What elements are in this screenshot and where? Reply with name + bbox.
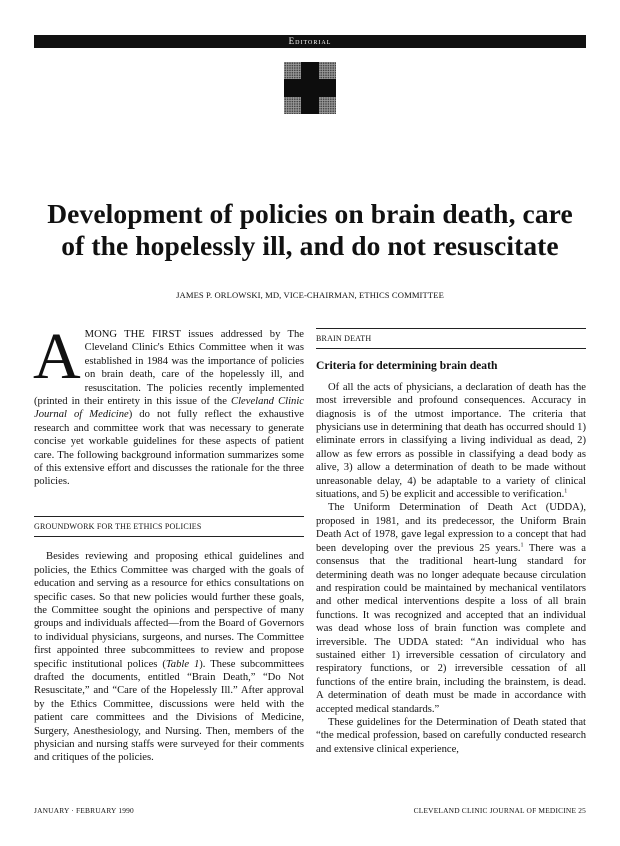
intro-text-2: ) do not fully reflect the exhaustive research and committee work that was necessary to generate concise yet workable guidelines for these aspects of patient care. The following background information summarizes some of this extensive effort and discusses the rationale for the three policies. — [34, 409, 304, 488]
intro-text: issues addressed by The Cleveland Clinic's Ethics Committee when it was established in 1984 was the importance of policies on brain death, care of the hopelessly ill, and resuscitation. The policies recently implemented (printed in their entirety in this issue of the — [34, 329, 304, 408]
footer-journal-page: CLEVELAND CLINIC JOURNAL OF MEDICINE 25 — [413, 806, 586, 815]
reference-1: 1 — [564, 488, 568, 495]
title-line-1: Development of policies on brain death, care — [47, 198, 573, 229]
section-heading-brain-death: BRAIN DEATH — [316, 328, 586, 349]
subheading-criteria: Criteria for determining brain death — [316, 359, 498, 373]
brain-death-paragraph-2: The Uniform Determination of Death Act (UDDA), proposed in 1981, and its predecessor, the Uniform Brain Death Act of 1978, gave legal expression to a concept that had been developing over the previous 25 years.$^1$ There was a consensus that the traditional heart-lung standard for determining death was no longer adequate because circulation and respiration could be maintained by mechanical ventilators and other medical interventions despite a loss of all brain functions. It was recognized and accepted that an individual was dead whose loss of brain function was complete and irreversible. The UDDA stated: “An individual who has sustained either 1) irreversible cessation of circulatory and respiratory functions, or 2) irreversible cessation of all functions of the entire brain, including the brainstem, is dead. A determination of death must be made in accordance with accepted medical standards.” — [316, 502, 586, 715]
intro-paragraph — [33, 320, 304, 489]
brain-death-paragraph-1: Of all the acts of physicians, a declaration of death has the most irreversible and profound consequences. Accuracy in diagnosis is of the utmost importance. The criteria that physicians use in determining that death has occurred should 1) eliminate errors in classifying a living individual as dead, 2) allow as few errors as possible in classifying a dead body as alive, 3) allow a determination of death to be made without unreasonable delay, 4) be adaptable to a variety of clinical situations, and 5) be explicit and accessible to verification.$^1$ — [316, 381, 586, 501]
section-banner — [34, 35, 586, 48]
groundwork-text-a: Besides reviewing and proposing ethical guidelines and policies, the Ethics Committee was charged with the goals of education and serving as a resource for ethics consultations on specific cases. So that new policies would further these goals, the Committee sought the opinions and perspective of many groups and individuals affected—from the Board of Governors to individual physicians, surgeons, and nurses. The Committee first appointed three subcommittees to review and propose specific institutional polices ( — [34, 551, 304, 670]
table-reference: Table 1 — [165, 658, 200, 670]
journal-logo-icon — [284, 62, 336, 114]
article-title — [20, 198, 600, 262]
reference-2: 1 — [520, 542, 524, 549]
title-line-2: of the hopelessly ill, and do not resuscitate — [61, 230, 559, 261]
groundwork-text-b: ). These subcommittees drafted the documents, entitled “Brain Death,” “Do Not Resuscitate,” and “Care of the Hopelessly Ill.” After approval by the Ethics Committee, discussions were held with the patient care committees and the Divisions of Medicine, Surgery, Anesthesiology, and Nursing. Then, members of the physician and nursing staffs were surveyed for their comments and critiques of the policies. — [34, 658, 304, 764]
left-column — [33, 320, 304, 765]
groundwork-paragraph — [34, 550, 304, 765]
journal-name: Cleveland Clinic Journal of Medicine — [34, 396, 304, 421]
footer-date: JANUARY · FEBRUARY 1990 — [34, 806, 134, 815]
author-byline: JAMES P. ORLOWSKI, MD, VICE-CHAIRMAN, ETHICS COMMITTEE — [176, 290, 444, 300]
brain-death-paragraph-3: These guidelines for the Determination of Death stated that “the medical profession, based on carefully conducted research and extensive clinical experience, — [316, 716, 586, 755]
right-column — [316, 328, 586, 756]
section-heading-groundwork: GROUNDWORK FOR THE ETHICS POLICIES — [34, 516, 304, 537]
drop-cap: A — [33, 320, 81, 393]
section-label: Editorial — [288, 36, 332, 46]
lead-words: MONG THE FIRST — [84, 329, 181, 340]
